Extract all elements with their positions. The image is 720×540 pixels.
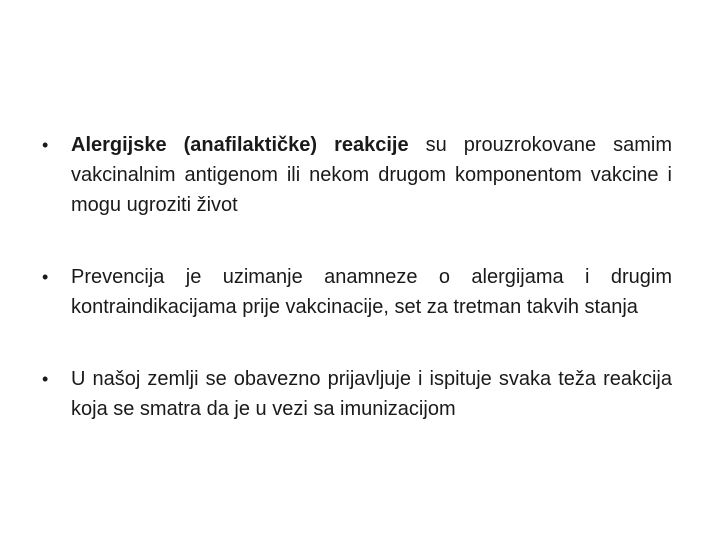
bullet-text: U našoj zemlji se obavezno prijavljuje i ispituje svaka teža reakcija koja se smatra da je u vezi sa imunizacijom xyxy=(71,368,672,420)
bullet-list xyxy=(42,130,672,424)
bullet-icon: • xyxy=(42,135,49,155)
bullet-bold-text: Alergijske (anafilaktičke) reakcije xyxy=(71,134,409,156)
bullet-icon: • xyxy=(42,369,49,389)
bullet-icon: • xyxy=(42,267,49,287)
bullet-text: Prevencija je uzimanje anamneze o alergijama i drugim kontraindikacijama prije vakcinacije, set za tretman takvih stanja xyxy=(71,266,672,318)
bullet-item-allergic-reactions xyxy=(42,130,672,220)
bullet-text: su prouzrokovane samim vakcinalnim antigenom ili nekom drugom komponentom vakcine i mogu ugroziti život xyxy=(71,134,672,216)
bullet-item-prevention xyxy=(42,262,672,322)
bullet-item-reporting xyxy=(42,364,672,424)
